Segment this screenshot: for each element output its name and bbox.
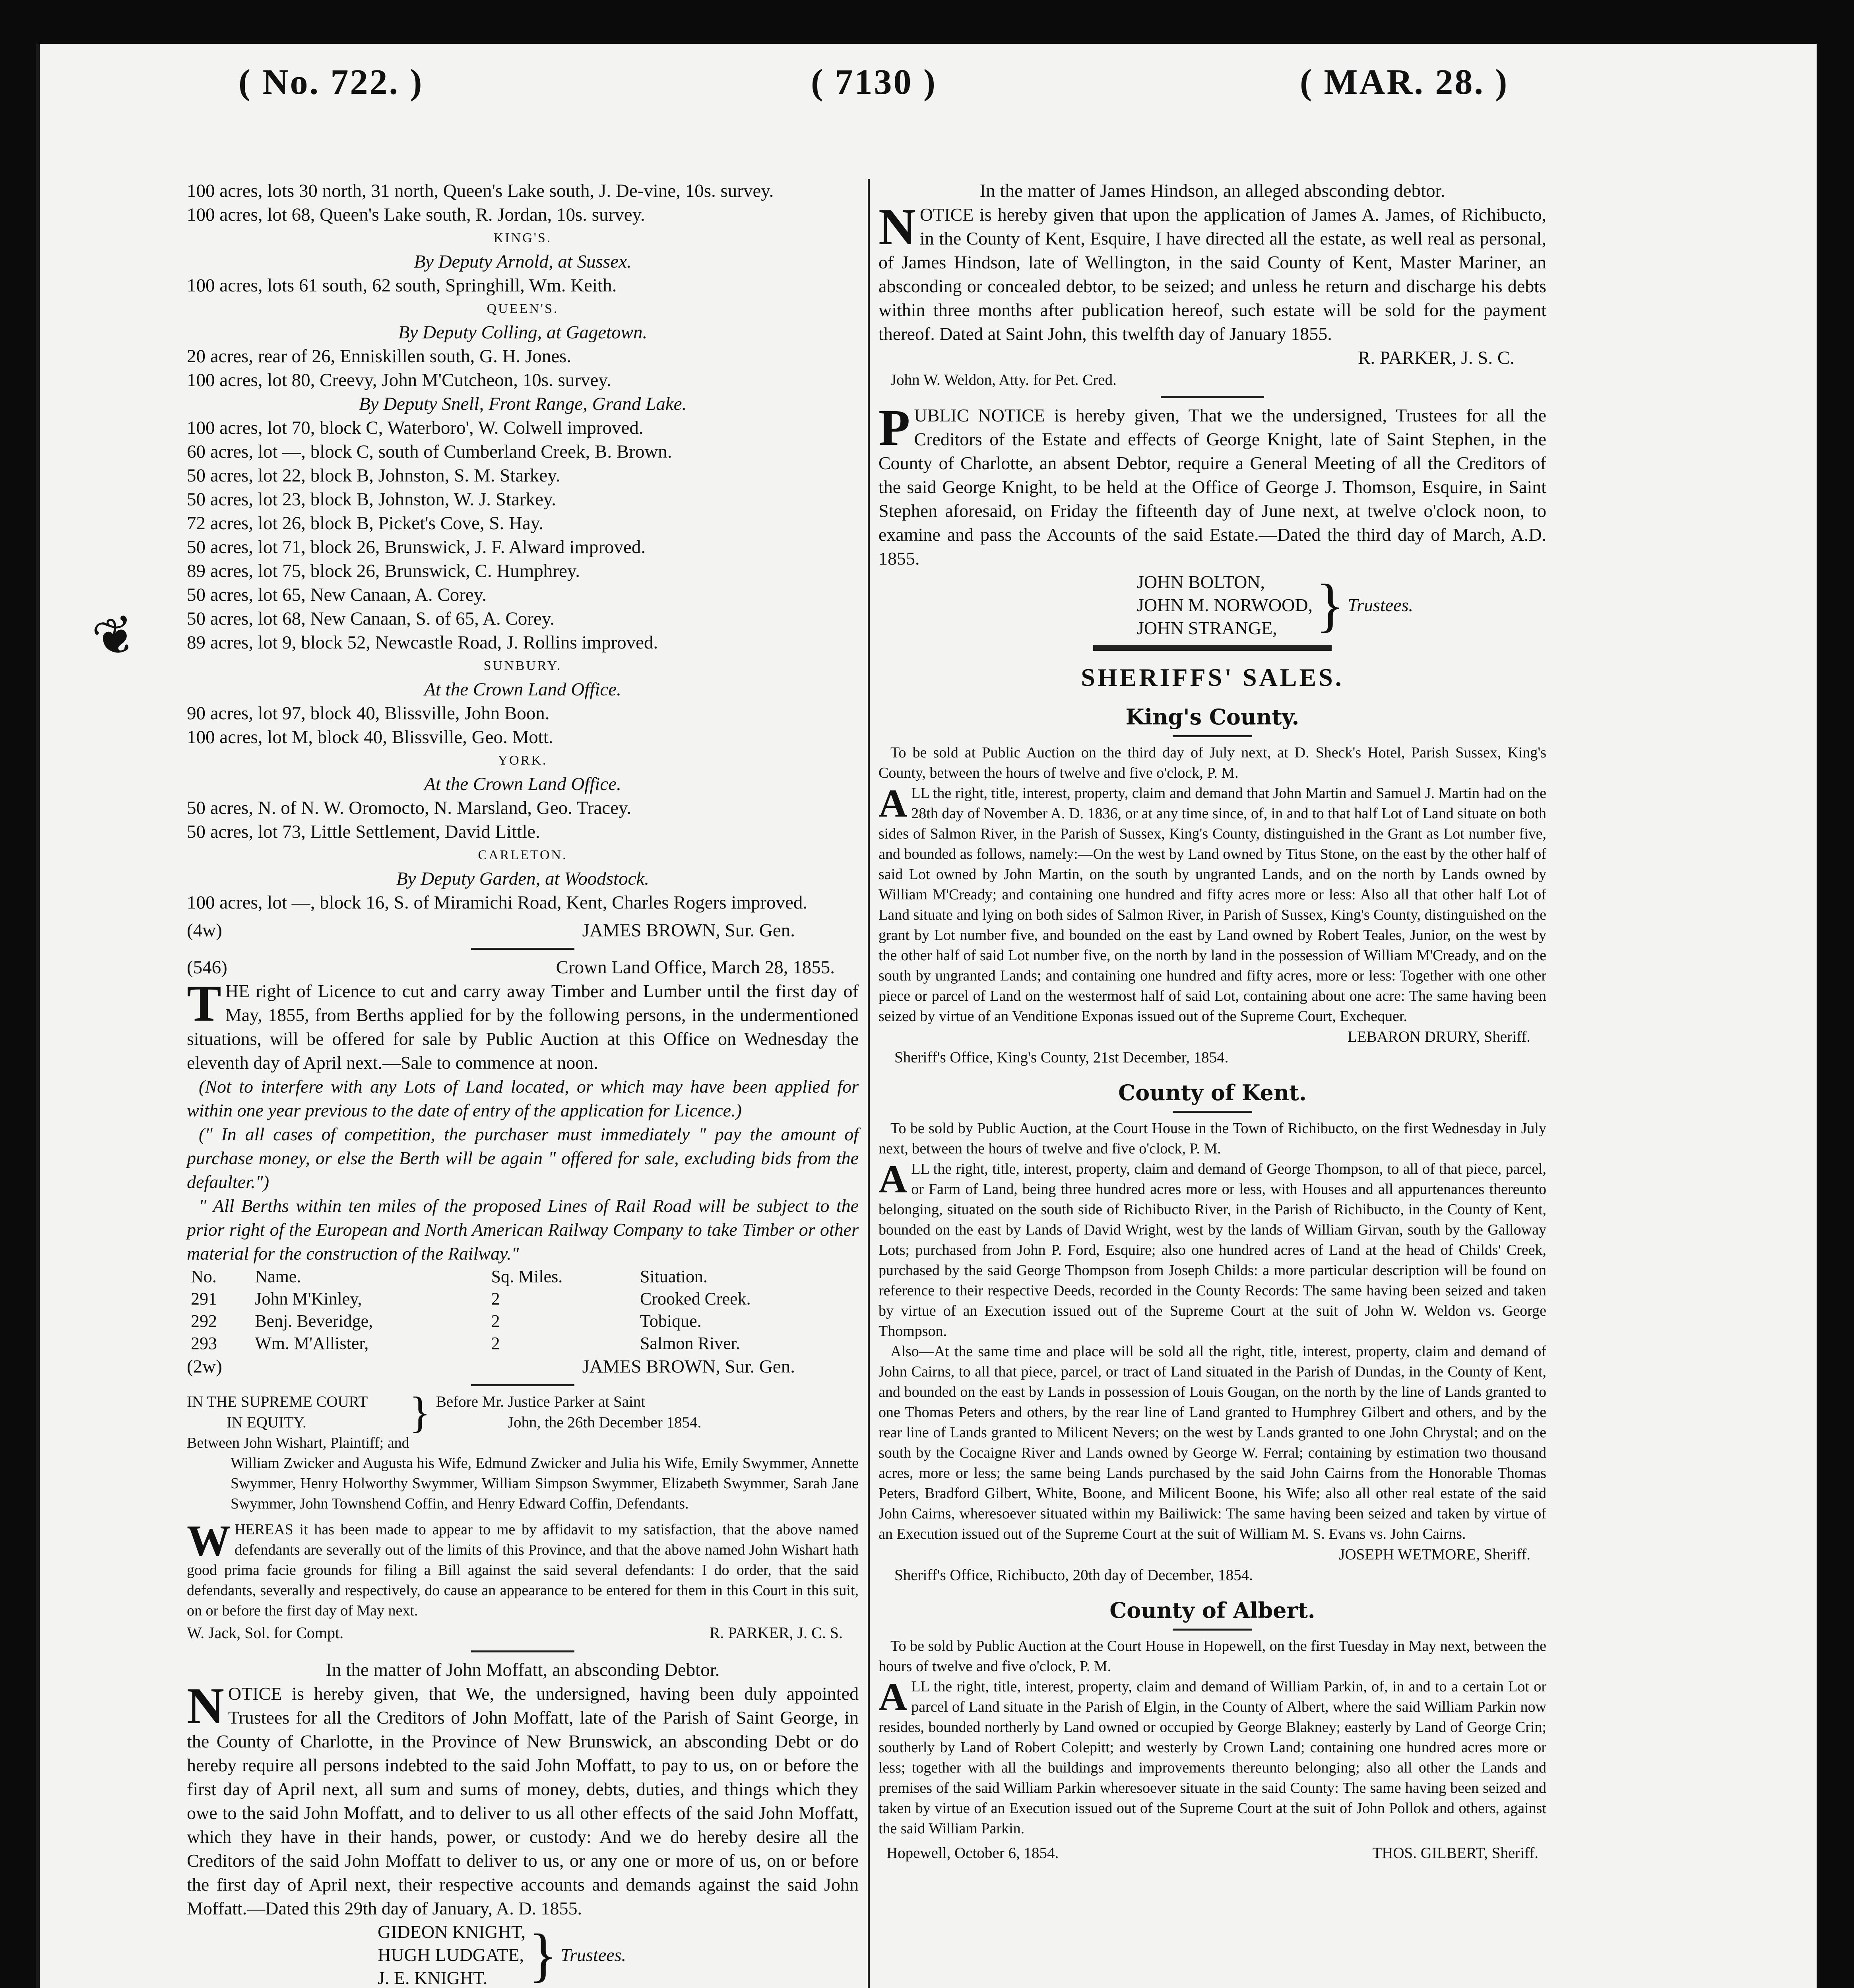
moffatt-body	[187, 1677, 859, 1920]
divider	[1161, 396, 1264, 398]
deputy-line: By Deputy Garden, at Woodstock.	[396, 868, 650, 889]
list-item: 100 acres, lots 61 south, 62 south, Springhill, Wm. Keith.	[187, 275, 617, 296]
drop-cap: T	[187, 975, 221, 1032]
court-order	[187, 1516, 859, 1621]
sale-lead: To be sold at Public Auction on the third day of July next, at D. Sheck's Hotel, Parish Sussex, King's County, between the hours of twelve and five o'clock, P. M.	[879, 744, 1546, 781]
sheriff: THOS. GILBERT, Sheriff.	[1372, 1844, 1538, 1862]
sheriff: JOSEPH WETMORE, Sheriff.	[1339, 1546, 1530, 1563]
trustees-label: Trustees.	[560, 1945, 626, 1965]
sale-signature	[879, 1843, 1546, 1864]
notice-quote: (" In all cases of competition, the purchaser must immediately " pay the amount of purchase money, or else the Berth will be again " offered for sale, excluding bids from the defaulter.")	[187, 1124, 859, 1192]
cell: 2	[491, 1311, 500, 1331]
trustee: JOHN BOLTON,	[1137, 572, 1265, 592]
column-header: Situation.	[640, 1267, 708, 1286]
county-heading: County of Kent.	[1118, 1080, 1307, 1105]
sheriff-office: Sheriff's Office, King's County, 21st December, 1854.	[894, 1049, 1229, 1066]
trustee: HUGH LUDGATE,	[378, 1945, 524, 1965]
list-item: 50 acres, lot 65, New Canaan, A. Corey.	[187, 584, 487, 605]
trustee: JOHN STRANGE,	[1137, 618, 1277, 638]
brace: }	[529, 1922, 558, 1988]
right-column	[879, 179, 1546, 1864]
list-item: 60 acres, lot —, block C, south of Cumberland Creek, B. Brown.	[187, 441, 672, 462]
order-text: HEREAS it has been made to appear to me by affidavit to my satisfaction, that the above named defendants are severally out of the limits of this Province, and that the above named John Wishart hath good prima facie grounds for filing a Bill against the said several defendants: I do order, that the said defendants, severally and respectively, do cause an appearance to be entered for them in this Court in this suit, on or before the first day of May next.	[187, 1521, 859, 1619]
divider	[471, 1384, 574, 1386]
left-column	[187, 179, 859, 1988]
survey-list	[187, 179, 859, 914]
county-label: CARLETON.	[478, 848, 568, 862]
notice-code: (2w)	[187, 1356, 222, 1377]
cell: Crooked Creek.	[640, 1289, 751, 1309]
notice-text: OTICE is hereby given that upon the application of James A. James, of Richibucto, in the County of Kent, Esquire, I have directed all the estate, as well real as personal, of James Hindson, late of Wellington, in the said County of Kent, Master Mariner, an absconding or concealed debtor, to be seized; and unless he return and discharge his debts within three months after publication hereof, such estate will be sold for the payment thereof. Dated at Saint John, this twelfth day of January 1855.	[879, 204, 1546, 344]
column-header: Sq. Miles.	[491, 1267, 563, 1286]
divider	[1173, 1111, 1252, 1113]
sale-body	[879, 783, 1546, 1027]
sale-text: LL the right, title, interest, property, claim and demand of William Parkin, of, in and to a certain Lot or parcel of Land situate in the Parish of Elgin, in the County of Albert, where the said William Parkin now resides, bounded northerly by Land owned or occupied by George Blakney; easterly by Land of George Crin; southerly by Land of Robert Colepitt; and westerly by Crown Land; containing one hundred acres more or less; together with all the buildings and improvements thereunto belonging; also all other the Lands and premises of the said William Parkin wheresoever situate in the said County: The same having been seized and taken by virtue of an Execution issued out of the Supreme Court at the suit of John Pollok and others, against the said William Parkin.	[879, 1678, 1546, 1837]
solicitor: W. Jack, Sol. for Compt.	[187, 1624, 344, 1642]
divider	[471, 1650, 574, 1652]
cell: 292	[191, 1311, 217, 1331]
table-row	[187, 1332, 859, 1355]
cell: Wm. M'Allister,	[255, 1334, 369, 1353]
list-item: 50 acres, lot 73, Little Settlement, David Little.	[187, 821, 540, 842]
brace: }	[409, 1388, 431, 1437]
sale-also: Also—At the same time and place will be sold all the right, title, interest, property, claim and demand of John Cairns, to all that piece, parcel, or tract of Land situated in the Parish of Dundas, in the County of Kent, and bounded on the east by Lands in possession of Louis Gougan, on the north by the line of Lands granted to one Thomas Peters and others, by the rear line of Land granted to Humphrey Gilbert and others, and by the rear line of Lands granted to Milicent Nevers; on the west by Lands granted to one John Chrystal; and on the south by the Cocaigne River and Lands owned by George W. Ferral; containing by estimation two thousand acres, more or less; the same being Lands purchased by the said John Cairns from the Honorable Thomas Peters, Bradford Gilbert, White, Boone, and Milicent Boone, his Wife; also all other real estate of the said John Cairns, wheresoever situated within my Bailiwick: The same having been seized and taken by virtue of an Execution issued out of the Supreme Court at the suit of William M. S. Evans vs. John Cairns.	[879, 1343, 1546, 1542]
notice-quote: " All Berths within ten miles of the proposed Lines of Rail Road will be subject to the prior right of the European and North American Railway Company to take Timber or other material for the construction of the Railway."	[187, 1196, 859, 1264]
court-line: Before Mr. Justice Parker at Saint	[436, 1393, 646, 1410]
issue-number: ( No. 722. )	[239, 62, 424, 102]
cell: John M'Kinley,	[255, 1289, 362, 1309]
court-name	[187, 1392, 409, 1433]
table-row	[187, 1288, 859, 1310]
list-item: 89 acres, lot 9, block 52, Newcastle Road, J. Rollins improved.	[187, 632, 658, 653]
dateline: Crown Land Office, March 28, 1855.	[556, 957, 835, 978]
brace: }	[1316, 572, 1345, 638]
sale-body	[879, 1677, 1546, 1839]
table-header	[187, 1266, 859, 1288]
trustees-label: Trustees.	[1348, 595, 1413, 615]
sale-body	[879, 1159, 1546, 1342]
dateline: Hopewell, October 6, 1854.	[886, 1844, 1059, 1862]
sale-text: LL the right, title, interest, property, claim and demand that John Martin and Samuel J. Martin had on the 28th day of November A. D. 1836, or at any time since, of, in and to that half Lot of Land situate on both sides of Salmon River, in the Parish of Sussex, King's County, distinguished in the Grant as Lot number five, and bounded as follows, namely:—On the west by Land owned by Titus Stone, on the east by the other half of said Lot owned by John Martin, on the south by ungranted Lands, and on the north by Lands owned by William M'Cready; and containing one hundred and fifty acres more or less: Also all that other half Lot of Land situate and lying on both sides of Salmon River, in Parish of Sussex, King's County, distinguished on the grant by Lot number five, and bounded on the east by Land owned by Robert Teales, Junior, on the west by the other half of said Lot number five, on the north by land in the possession of William M'Cready, and on the south by ungranted Lands; and containing one hundred and fifty acres, more or less: Together with one other piece or parcel of Land on the westermost half of said Lot, containing about one acre: The same having been seized by virtue of an Venditione Exponas issued out of the Supreme Court, Exchequer.	[879, 785, 1546, 1025]
sale-lead: To be sold by Public Auction, at the Court House in the Town of Richibucto, on the first Wednesday in July next, between the hours of twelve and five o'clock, P. M.	[879, 1120, 1546, 1157]
cell: Salmon River.	[640, 1334, 740, 1353]
list-item: 90 acres, lot 97, block 40, Blissville, John Boon.	[187, 703, 550, 724]
court-header	[187, 1388, 859, 1437]
list-item: 50 acres, lot 23, block B, Johnston, W. J. Starkey.	[187, 489, 557, 510]
trustees-block	[378, 1920, 859, 1988]
page-number: ( 7130 )	[811, 62, 937, 102]
sheriff-office: Sheriff's Office, Richibucto, 20th day of December, 1854.	[894, 1567, 1253, 1584]
cell: 2	[491, 1334, 500, 1353]
deputy-line: By Deputy Snell, Front Range, Grand Lake.	[359, 394, 687, 414]
column-divider	[868, 179, 870, 1988]
county-label: KING'S.	[493, 231, 552, 245]
deputy-line: At the Crown Land Office.	[424, 774, 621, 794]
list-item: 50 acres, lot 68, New Canaan, S. of 65, A. Corey.	[187, 608, 555, 629]
cell: 293	[191, 1334, 217, 1353]
attorney: John W. Weldon, Atty. for Pet. Cred.	[890, 371, 1117, 388]
margin-mark: ❦	[86, 602, 144, 672]
county-label: QUEEN'S.	[487, 301, 559, 316]
list-item: 100 acres, lot 68, Queen's Lake south, R. Jordan, 10s. survey.	[187, 204, 645, 225]
cell: Benj. Beveridge,	[255, 1311, 373, 1331]
berth-table	[187, 1266, 859, 1355]
county-heading: County of Albert.	[1109, 1598, 1315, 1623]
issue-date: ( MAR. 28. )	[1300, 62, 1509, 102]
sale-lead: To be sold by Public Auction at the Court House in Hopewell, on the first Tuesday in May next, between the hours of twelve and five o'clock, P. M.	[879, 1638, 1546, 1675]
sheriff: LEBARON DRURY, Sheriff.	[1347, 1028, 1530, 1045]
deputy-line: By Deputy Arnold, at Sussex.	[414, 251, 632, 272]
timber-notice-body	[187, 975, 859, 1075]
signature-line	[187, 918, 859, 942]
notice-text: UBLIC NOTICE is hereby given, That we the undersigned, Trustees for all the Creditors of the Estate and effects of George Knight, late of Saint Stephen, in the County of Charlotte, an absent Debtor, require a General Meeting of all the Creditors of the said George Knight, to be held at the Office of George J. Thomson, Esquire, in Saint Stephen aforesaid, on Friday the fifteenth day of June next, at twelve o'clock noon, to examine and pass the Accounts of the said Estate.—Dated the third day of March, A.D. 1855.	[879, 405, 1546, 569]
trustees-block	[1137, 571, 1546, 640]
trustee-names	[378, 1920, 526, 1988]
drop-cap: P	[879, 399, 910, 456]
public-notice-body	[879, 399, 1546, 571]
list-item: 100 acres, lot —, block 16, S. of Miramichi Road, Kent, Charles Rogers improved.	[187, 892, 808, 913]
divider	[1173, 735, 1252, 737]
county-label: YORK.	[498, 753, 548, 768]
notice-code: (4w)	[187, 920, 222, 941]
judge: R. PARKER, J. C. S.	[709, 1624, 843, 1642]
defendants: William Zwicker and Augusta his Wife, Edmund Zwicker and Julia his Wife, Emily Swymmer, Annette Swymmer, Henry Holworthy Swymmer, William Simpson Swymmer, Elizabeth Swymmer, Sarah Jane Swymmer, John Townshend Coffin, and Henry Edward Coffin, Defendants.	[231, 1455, 859, 1512]
drop-cap: A	[879, 1675, 908, 1719]
section-title: SHERIFFS' SALES.	[1081, 663, 1344, 691]
list-item: 100 acres, lot 80, Creevy, John M'Cutcheon, 10s. survey.	[187, 370, 611, 390]
deputy-line: At the Crown Land Office.	[424, 679, 621, 700]
column-header: Name.	[255, 1267, 301, 1286]
surveyor-general: JAMES BROWN, Sur. Gen.	[582, 920, 795, 941]
divider	[471, 948, 574, 950]
notice-text: HE right of Licence to cut and carry away Timber and Lumber until the first day of May, 1855, from Berths applied for by the following persons, in the undermentioned situations, will be offered for sale by Public Auction at this Office on Wednesday the eleventh day of April next.—Sale to commence at noon.	[187, 981, 859, 1073]
court-signatures	[187, 1621, 859, 1645]
notice-text: OTICE is hereby given, that We, the undersigned, having been duly appointed Trustees for all the Creditors of John Moffatt, late of the Parish of Saint George, in the County of Charlotte, in the Province of New Brunswick, an absconding Debt or do hereby require all persons indebted to the said John Moffatt, to pay to us, on or before the first day of April next, all sum and sums of money, debts, duties, and things which they owe to the said John Moffatt, and to deliver to us all other effects of the said John Moffatt, which they have in their hands, power, or custody: And we do hereby desire all the Creditors of the said John Moffatt to deliver to us, or any one or more of us, on or before the first day of April next, their respective accounts and demands against the said John Moffatt.—Dated this 29th day of January, A. D. 1855.	[187, 1683, 859, 1918]
trustee: JOHN M. NORWOOD,	[1137, 595, 1313, 615]
notice-quote: (Not to interfere with any Lots of Land located, or which may have been applied for within one year previous to the date of entry of the application for Licence.)	[187, 1076, 859, 1120]
list-item: 100 acres, lots 30 north, 31 north, Queen's Lake south, J. De-vine, 10s. survey.	[187, 181, 774, 201]
list-item: 20 acres, rear of 26, Enniskillen south, G. H. Jones.	[187, 346, 572, 367]
list-item: 50 acres, N. of N. W. Oromocto, N. Marsland, Geo. Tracey.	[187, 798, 632, 818]
drop-cap: A	[879, 781, 908, 825]
drop-cap: W	[187, 1516, 231, 1565]
notice-code: (546)	[187, 957, 227, 978]
trustee: J. E. KNIGHT.	[378, 1968, 488, 1988]
drop-cap: A	[879, 1157, 908, 1201]
court-line: IN THE SUPREME COURT	[187, 1393, 368, 1410]
table-row	[187, 1310, 859, 1332]
county-label: SUNBURY.	[483, 658, 562, 673]
surveyor-general: JAMES BROWN, Sur. Gen.	[582, 1356, 795, 1377]
judge: R. PARKER, J. S. C.	[1358, 348, 1515, 368]
deputy-line: By Deputy Colling, at Gagetown.	[398, 322, 648, 343]
county-heading: King's County.	[1125, 704, 1299, 730]
moffatt-title: In the matter of John Moffatt, an absconding Debtor.	[326, 1660, 720, 1680]
court-judge	[431, 1392, 701, 1433]
hindson-title: In the matter of James Hindson, an alleged absconding debtor.	[979, 181, 1445, 201]
list-item: 100 acres, lot M, block 40, Blissville, Geo. Mott.	[187, 727, 553, 747]
divider	[1173, 1629, 1252, 1631]
signature-line	[187, 1355, 859, 1378]
list-item: 100 acres, lot 70, block C, Waterboro', W. Colwell improved.	[187, 417, 644, 438]
sale-text: LL the right, title, interest, property, claim and demand of George Thompson, to all of that piece, parcel, or Farm of Land, being three hundred acres more or less, with Houses and all appurtenances thereunto belonging, situated on the south side of Richibucto River, in the Parish of Richibucto, in the County of Kent, bounded on the east by Lands of David Wright, west by the lands of William Girvan, south by the Galloway Lots; purchased from John P. Ford, Esquire; also one hundred acres of Land at the head of Childs' Creek, purchased by the said George Thompson from Joseph Childs: a more particular description will be found on reference to their respective Deeds, recorded in the County Records: The same having been seized and taken by virtue of an Execution issued out of the Supreme Court at the suit of John W. Weldon vs. George Thompson.	[879, 1161, 1546, 1340]
heavy-divider	[1093, 645, 1332, 651]
court-line: IN EQUITY.	[227, 1414, 306, 1431]
court-line: John, the 26th December 1854.	[507, 1414, 702, 1431]
notice-dateline	[187, 955, 859, 979]
cell: 291	[191, 1289, 217, 1309]
drop-cap: N	[879, 198, 916, 256]
list-item: 50 acres, lot 71, block 26, Brunswick, J. F. Alward improved.	[187, 537, 646, 557]
cell: 2	[491, 1289, 500, 1309]
trustee: GIDEON KNIGHT,	[378, 1922, 526, 1942]
list-item: 72 acres, lot 26, block B, Picket's Cove, S. Hay.	[187, 513, 543, 534]
hindson-body	[879, 198, 1546, 346]
column-header: No.	[191, 1267, 217, 1286]
list-item: 89 acres, lot 75, block 26, Brunswick, C. Humphrey.	[187, 561, 580, 581]
list-item: 50 acres, lot 22, block B, Johnston, S. M. Starkey.	[187, 465, 560, 486]
cell: Tobique.	[640, 1311, 702, 1331]
parties: Between John Wishart, Plaintiff; and	[187, 1435, 409, 1451]
drop-cap: N	[187, 1677, 224, 1735]
trustee-names	[1137, 571, 1313, 640]
